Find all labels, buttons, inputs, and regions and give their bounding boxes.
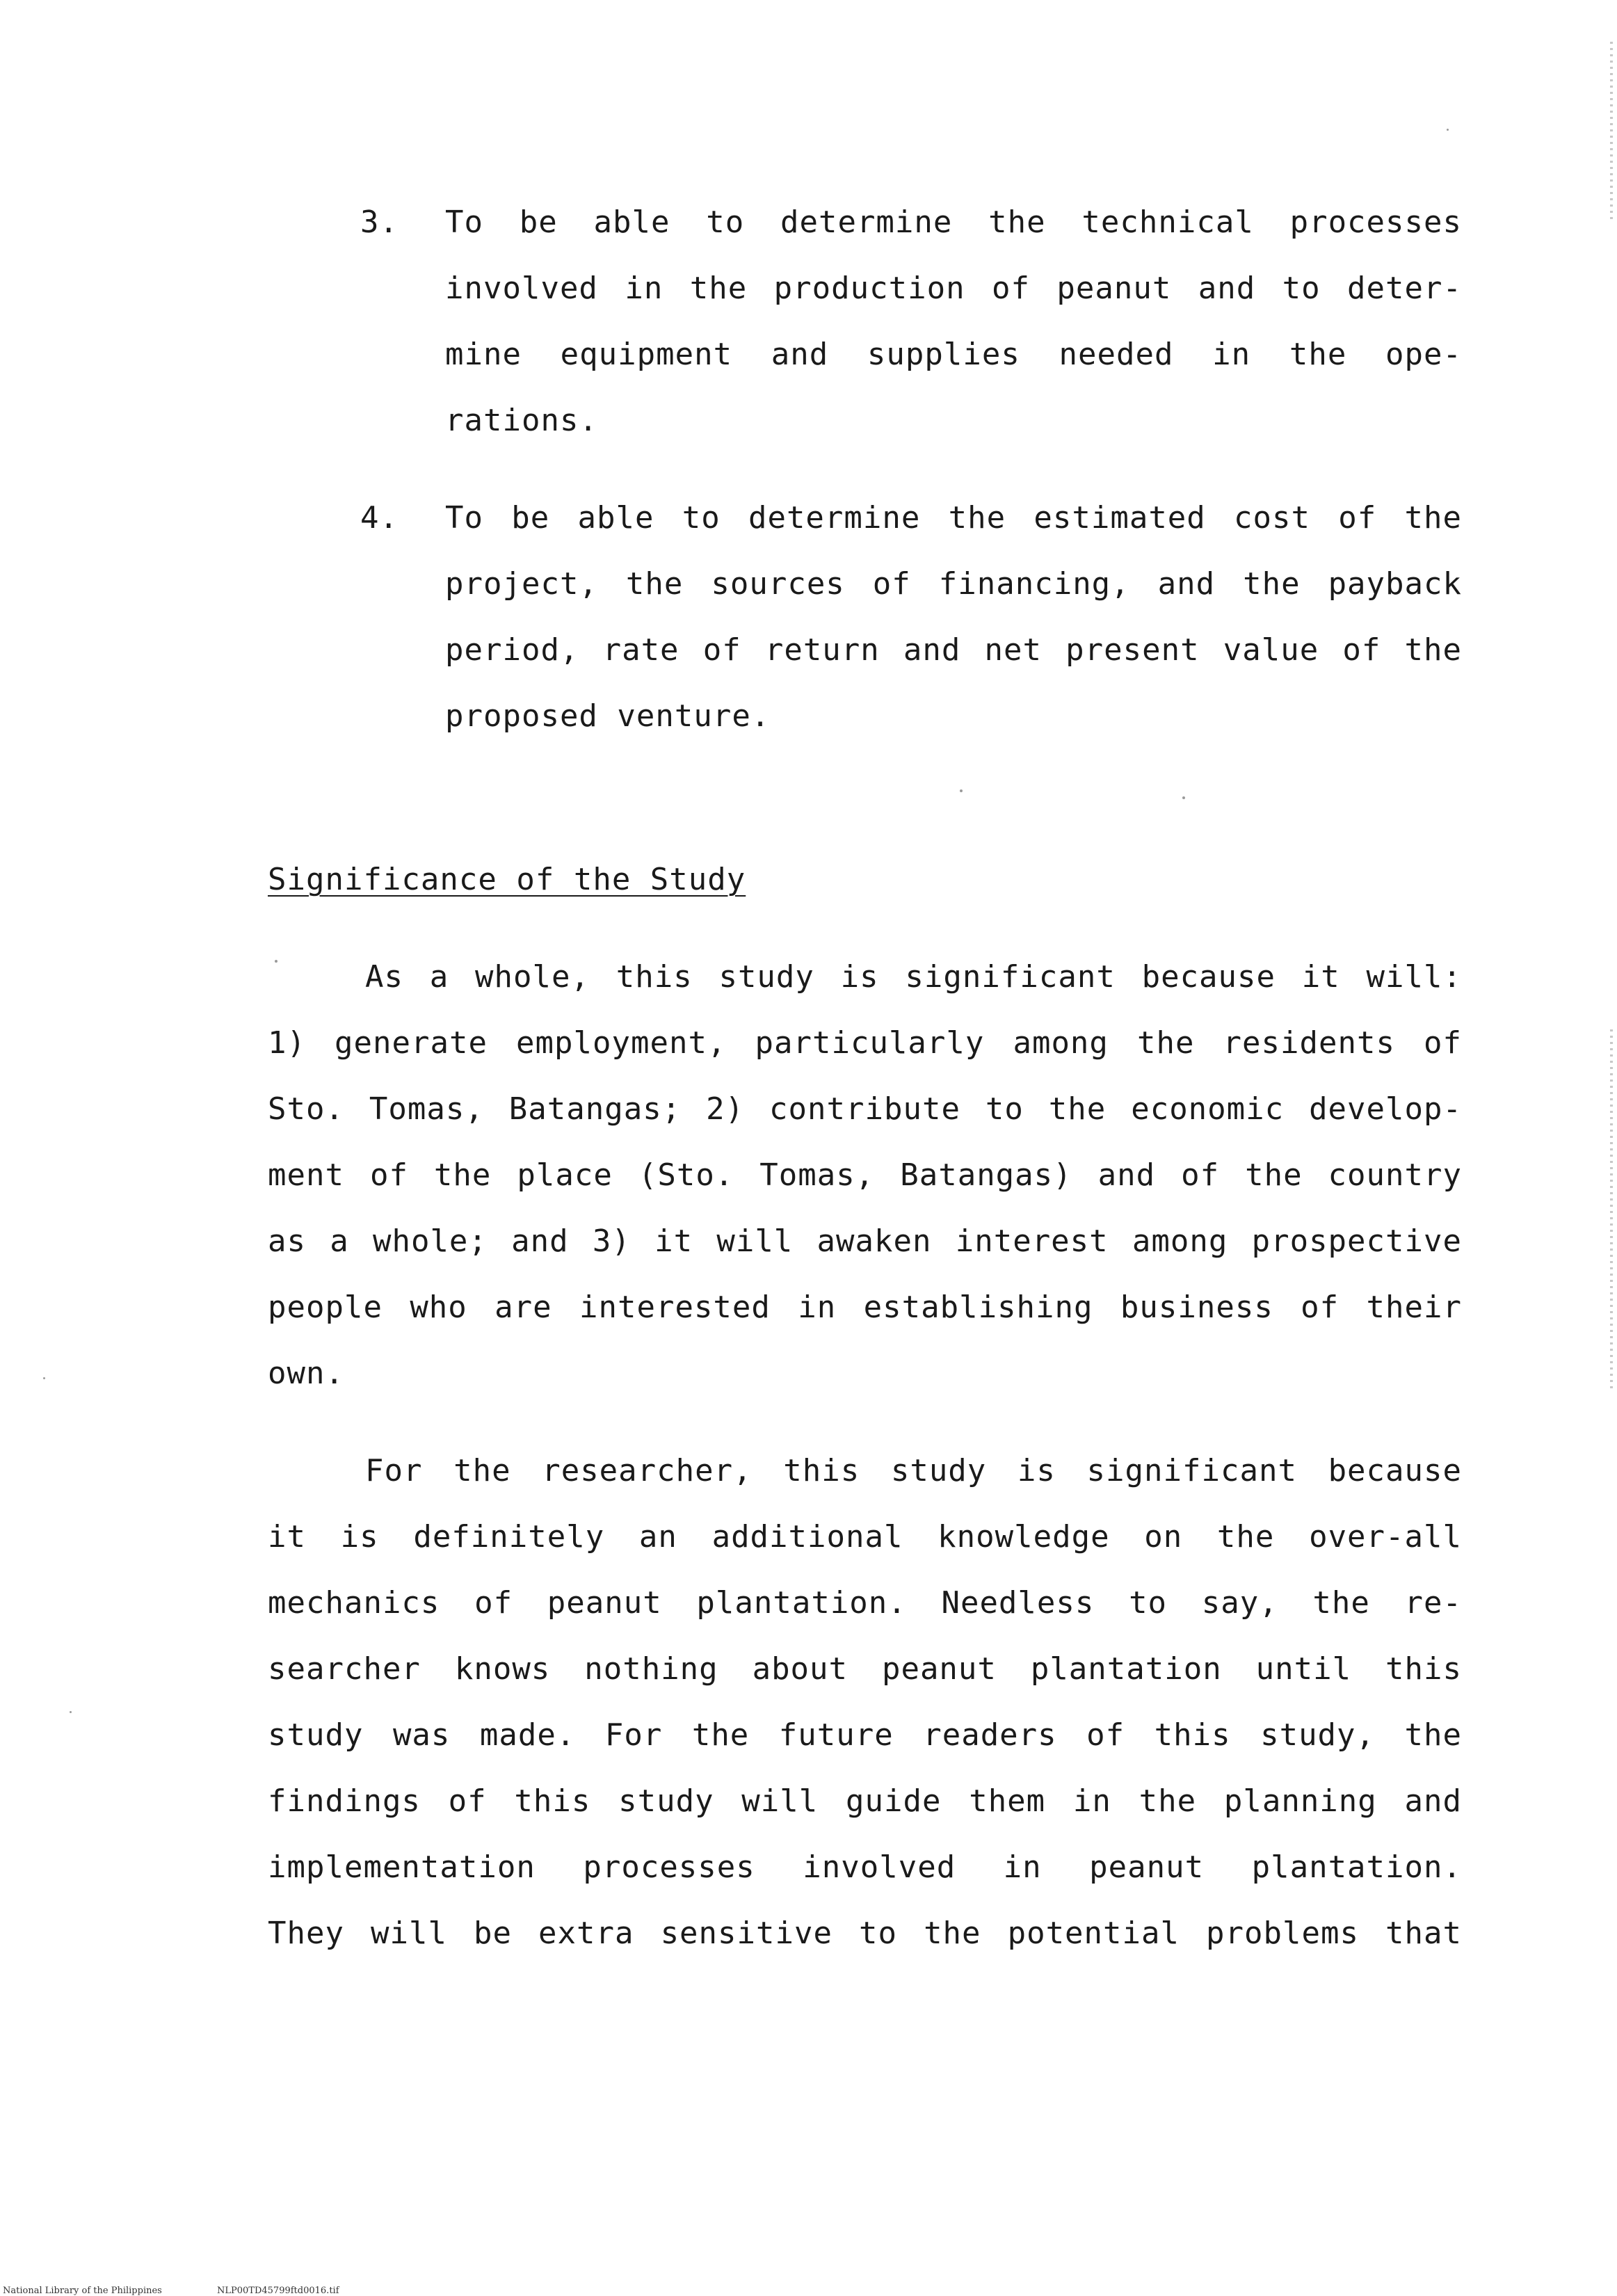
paragraph-line: As a whole, this study is significant because it will:	[365, 959, 1462, 995]
objective-line: To be able to determine the technical processes	[445, 204, 1462, 240]
footer-filename: NLP00TD45799ftd0016.tif	[217, 2286, 339, 2296]
scan-edge-marks	[1610, 42, 1613, 223]
paragraph-line: findings of this study will guide them in the planning and	[268, 1783, 1462, 1819]
paragraph-line: people who are interested in establishing business of their	[268, 1290, 1462, 1325]
paragraph-line: They will be extra sensitive to the potential problems that	[268, 1916, 1462, 1951]
scan-speck	[960, 789, 963, 792]
paragraph-line: as a whole; and 3) it will awaken interest among prospective	[268, 1223, 1462, 1259]
section-heading: Significance of the Study	[268, 862, 746, 897]
objective-line: period, rate of return and net present value of the	[445, 632, 1462, 668]
paragraph-line: For the researcher, this study is significant because	[365, 1453, 1462, 1488]
paragraph-line: Sto. Tomas, Batangas; 2) contribute to the economic develop-	[268, 1091, 1462, 1127]
paragraph-line: 1) generate employment, particularly among the residents of	[268, 1025, 1462, 1061]
paragraph-line: ment of the place (Sto. Tomas, Batangas) and of the country	[268, 1157, 1462, 1193]
paragraph-line: implementation processes involved in peanut plantation.	[268, 1849, 1462, 1885]
objective-number: 3.	[360, 204, 399, 240]
paragraph-line: study was made. For the future readers of this study, the	[268, 1717, 1462, 1753]
paragraph-line: own.	[268, 1356, 344, 1391]
scan-speck	[43, 1377, 45, 1379]
objective-line: proposed venture.	[445, 698, 771, 734]
objective-line: mine equipment and supplies needed in the ope-	[445, 337, 1462, 372]
scan-edge-marks	[1610, 1029, 1613, 1391]
footer-library: National Library of the Philippines	[3, 2286, 162, 2296]
paragraph-line: searcher knows nothing about peanut plantation until this	[268, 1651, 1462, 1687]
paragraph-line: it is definitely an additional knowledge on the over-all	[268, 1519, 1462, 1555]
objective-line: project, the sources of financing, and the payback	[445, 566, 1462, 602]
paragraph-line: mechanics of peanut plantation. Needless to say, the re-	[268, 1585, 1462, 1621]
scan-speck	[1182, 796, 1185, 799]
scan-speck	[1447, 129, 1449, 131]
objective-line: involved in the production of peanut and to deter-	[445, 271, 1462, 306]
objective-line: To be able to determine the estimated cost of the	[445, 500, 1462, 536]
objective-number: 4.	[360, 500, 399, 536]
scan-speck	[275, 960, 277, 963]
scan-speck	[70, 1711, 72, 1713]
objective-line: rations.	[445, 403, 598, 438]
